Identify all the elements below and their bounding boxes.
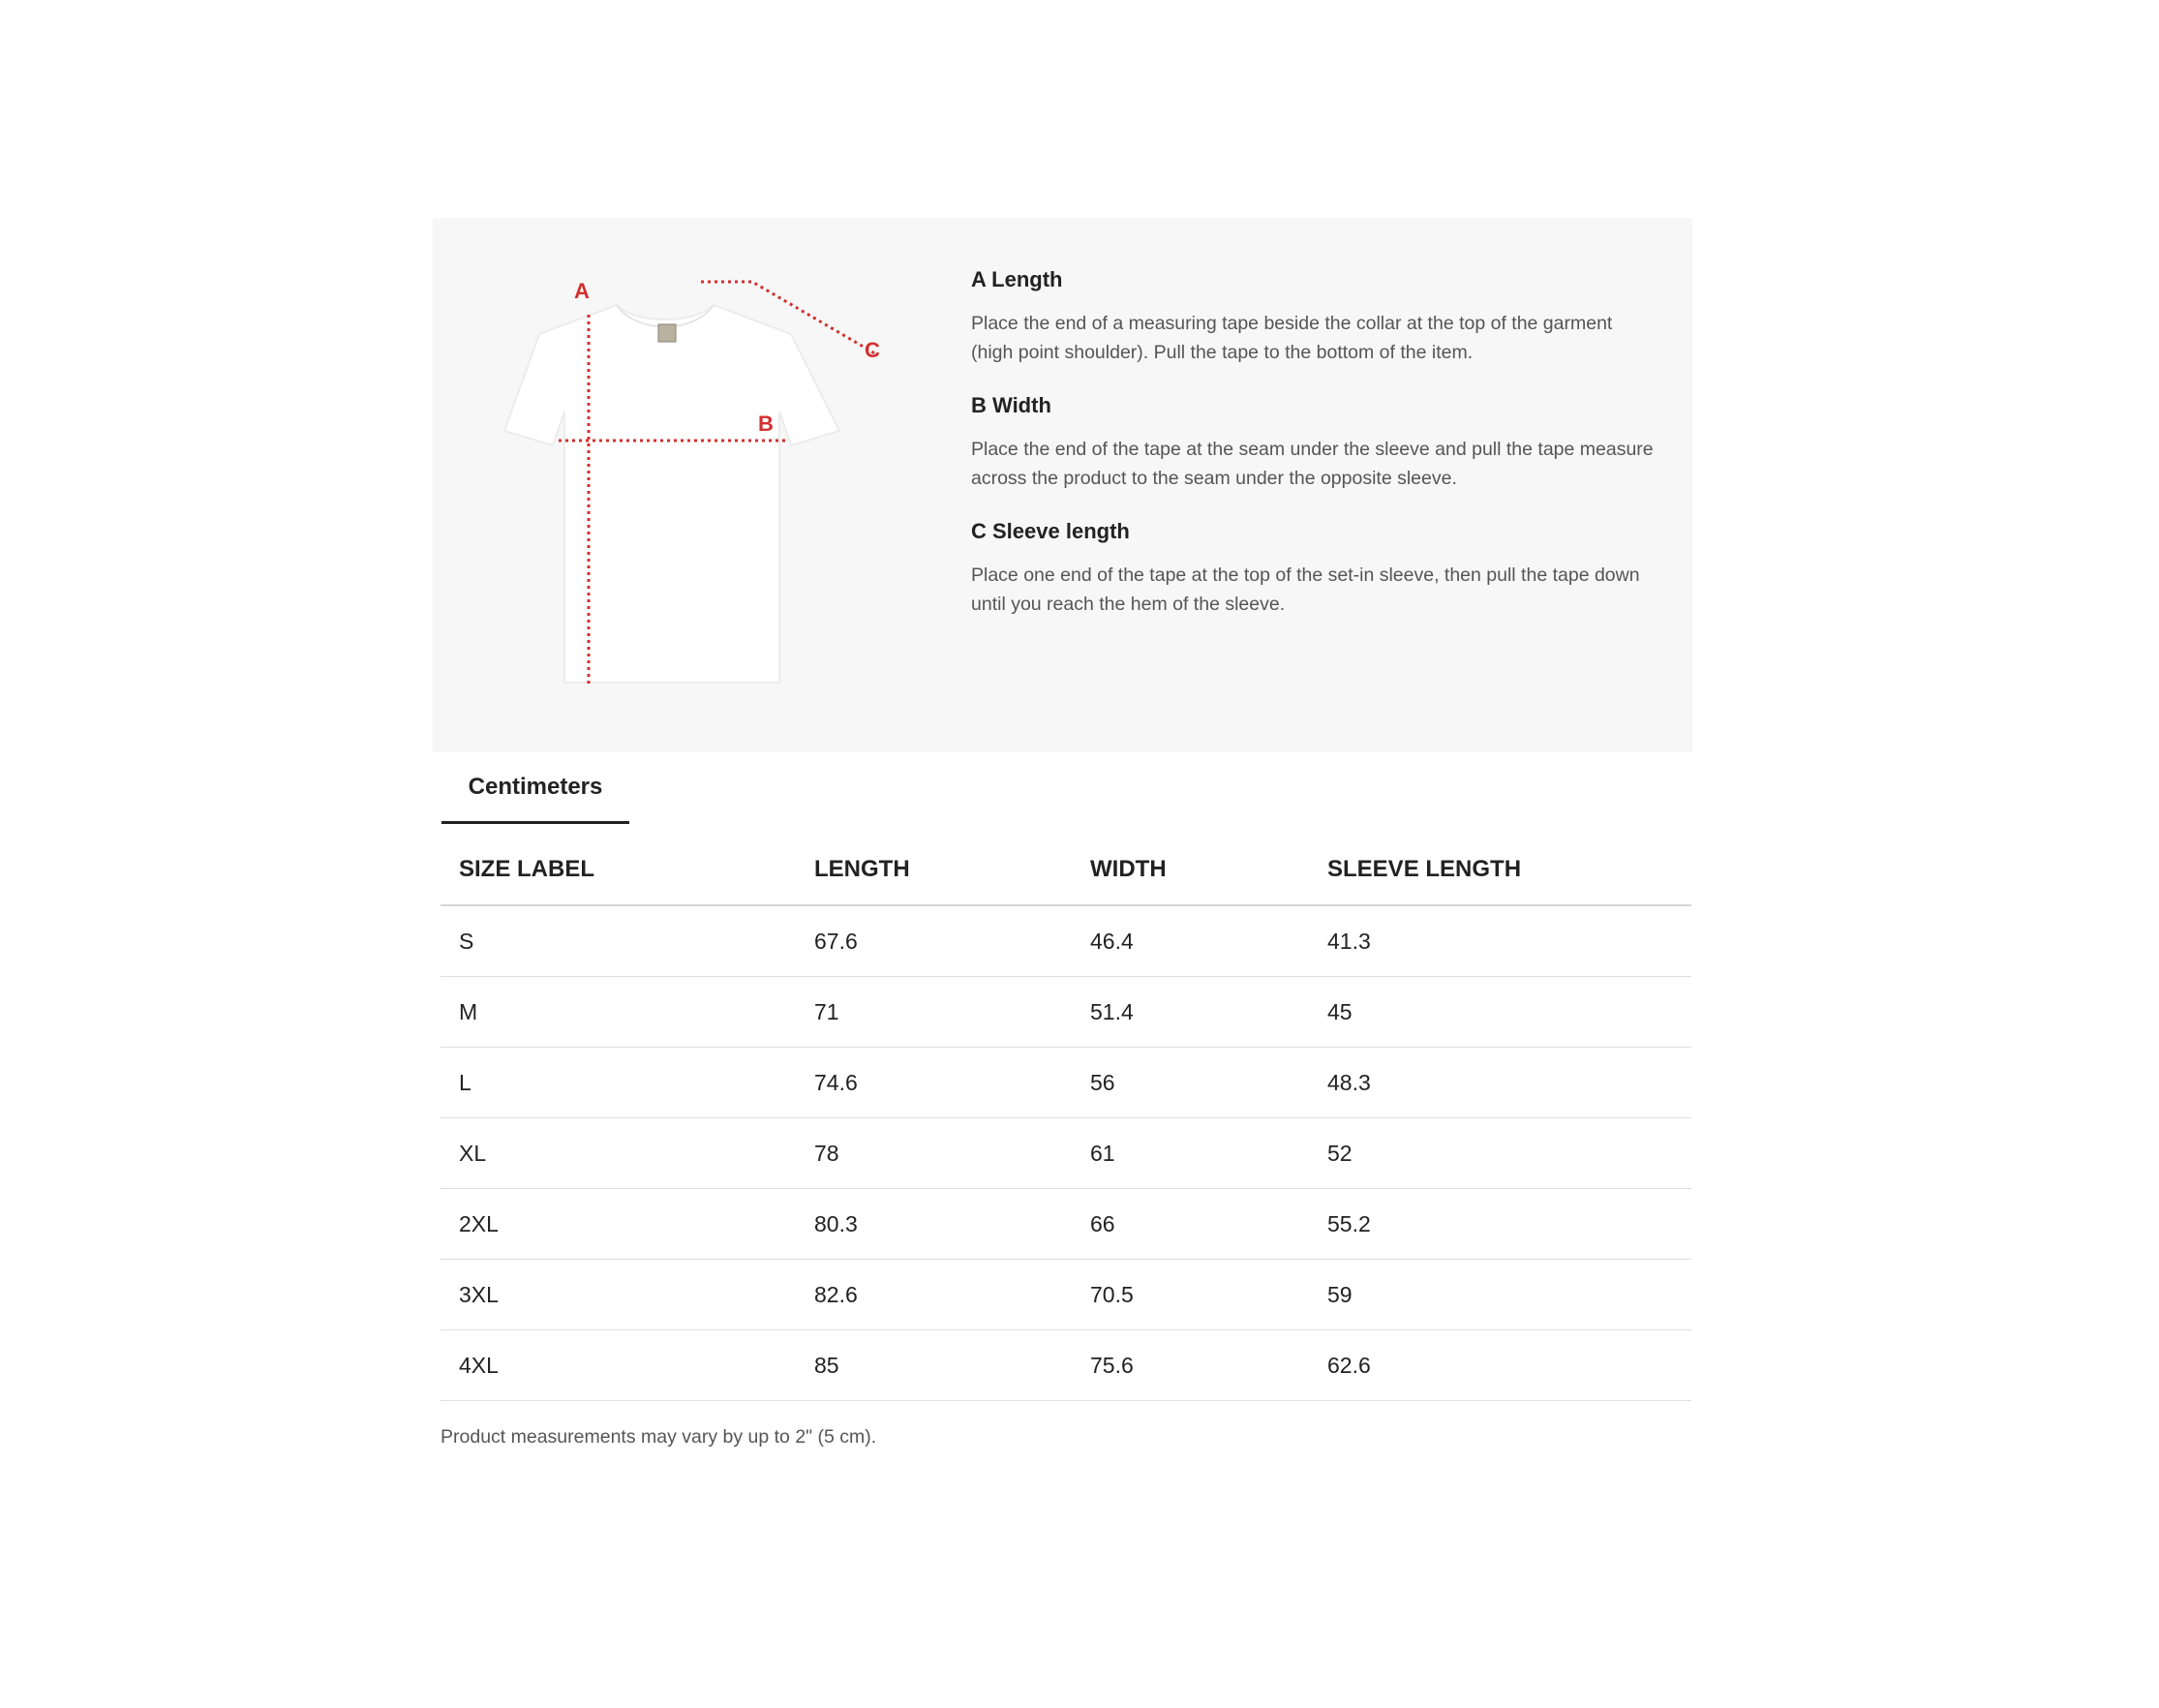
cell-size: 3XL bbox=[441, 1260, 796, 1330]
table-row bbox=[441, 977, 1691, 1048]
t-shirt-measurement-diagram bbox=[471, 266, 936, 712]
cell-sleeve: 62.6 bbox=[1309, 1330, 1691, 1401]
label-a: A bbox=[574, 279, 590, 303]
cell-width: 66 bbox=[1072, 1189, 1309, 1260]
cell-sleeve: 48.3 bbox=[1309, 1048, 1691, 1118]
sleeve-text: Place one end of the tape at the top of the set-in sleeve, then pull the tape down until you reach the hem of the sleeve. bbox=[971, 564, 1640, 615]
length-text: Place the end of a measuring tape beside the collar at the top of the garment (high point shoulder). Pull the tape to the bottom of the item. bbox=[971, 313, 1613, 363]
table-row bbox=[441, 1189, 1691, 1260]
neck-label-icon bbox=[658, 324, 676, 342]
cell-sleeve: 45 bbox=[1309, 977, 1691, 1048]
cell-width: 61 bbox=[1072, 1118, 1309, 1189]
t-shirt-shape bbox=[504, 305, 839, 683]
table-row bbox=[441, 1048, 1691, 1118]
cell-width: 70.5 bbox=[1072, 1260, 1309, 1330]
measurement-guide-panel bbox=[433, 218, 1692, 752]
size-table bbox=[441, 835, 1691, 1401]
length-description bbox=[971, 266, 1658, 367]
cell-length: 74.6 bbox=[796, 1048, 1072, 1118]
width-description bbox=[971, 392, 1658, 493]
cell-length: 67.6 bbox=[796, 905, 1072, 977]
cell-size: S bbox=[441, 905, 796, 977]
cell-size: 4XL bbox=[441, 1330, 796, 1401]
cell-size: 2XL bbox=[441, 1189, 796, 1260]
header-length: LENGTH bbox=[796, 835, 1072, 905]
cell-size: L bbox=[441, 1048, 796, 1118]
cell-length: 71 bbox=[796, 977, 1072, 1048]
table-row bbox=[441, 1330, 1691, 1401]
cell-sleeve: 52 bbox=[1309, 1118, 1691, 1189]
cell-sleeve: 41.3 bbox=[1309, 905, 1691, 977]
cell-size: XL bbox=[441, 1118, 796, 1189]
label-b: B bbox=[758, 412, 774, 436]
cell-sleeve: 59 bbox=[1309, 1260, 1691, 1330]
cell-length: 78 bbox=[796, 1118, 1072, 1189]
table-row bbox=[441, 1118, 1691, 1189]
unit-tabs bbox=[441, 753, 1690, 823]
width-title: B Width bbox=[971, 393, 1051, 417]
cell-sleeve: 55.2 bbox=[1309, 1189, 1691, 1260]
header-sleeve-length: SLEEVE LENGTH bbox=[1309, 835, 1691, 905]
cell-width: 51.4 bbox=[1072, 977, 1309, 1048]
cell-length: 80.3 bbox=[796, 1189, 1072, 1260]
cell-length: 82.6 bbox=[796, 1260, 1072, 1330]
cell-size: M bbox=[441, 977, 796, 1048]
cell-width: 56 bbox=[1072, 1048, 1309, 1118]
table-header-row bbox=[441, 835, 1691, 905]
table-row bbox=[441, 905, 1691, 977]
width-text: Place the end of the tape at the seam under the sleeve and pull the tape measure across the product to the seam under the opposite sleeve. bbox=[971, 439, 1654, 489]
table-row bbox=[441, 1260, 1691, 1330]
measurement-descriptions bbox=[971, 266, 1658, 644]
cell-width: 75.6 bbox=[1072, 1330, 1309, 1401]
label-c: C bbox=[865, 338, 880, 362]
tab-centimeters[interactable]: Centimeters bbox=[441, 753, 629, 824]
cell-width: 46.4 bbox=[1072, 905, 1309, 977]
measurement-footnote: Product measurements may vary by up to 2" (5 cm). bbox=[441, 1426, 877, 1448]
header-size-label: SIZE LABEL bbox=[441, 835, 796, 905]
header-width: WIDTH bbox=[1072, 835, 1309, 905]
length-title: A Length bbox=[971, 267, 1063, 291]
sleeve-title: C Sleeve length bbox=[971, 519, 1130, 543]
sleeve-description bbox=[971, 518, 1658, 619]
cell-length: 85 bbox=[796, 1330, 1072, 1401]
